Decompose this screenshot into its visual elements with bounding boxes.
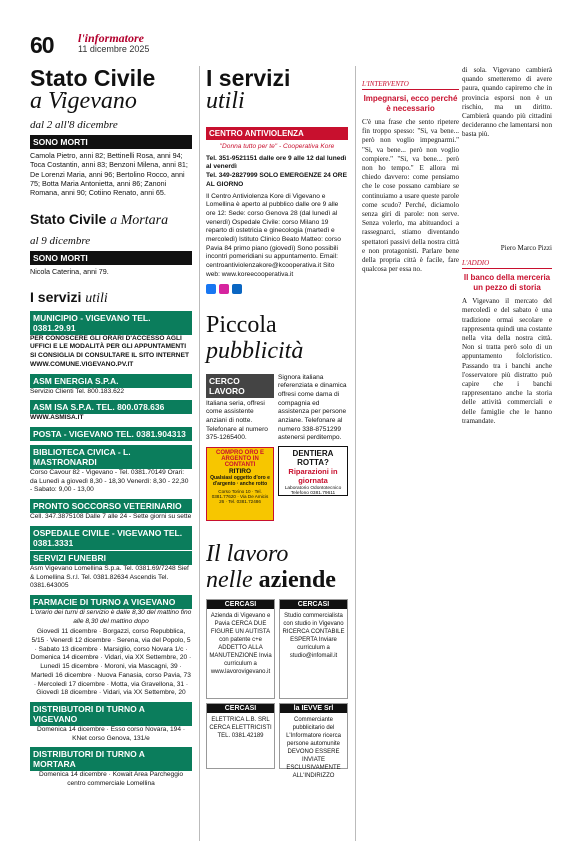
cerco-lavoro-text: Italiana seria, offresi come assistente anziani di notte. Telefonare al numero 375-1265400. (206, 399, 268, 442)
stato-vigevano-title: Stato Civile (30, 65, 156, 91)
distributori-text: Domenica 14 dicembre · Esso corso Novara, 194 · KNet corso Genova, 131/e (36, 725, 186, 742)
pronto-soccorso-text: Cell. 347.3875108 Dalle 7 alle 24 - Sette giorni su sette (30, 513, 192, 521)
servizi-title-italic: utili (85, 290, 108, 306)
lavoro-title-nelle: nelle (206, 567, 253, 594)
intervento-text: C'è una frase che sento ripetere fin troppo spesso: "Si, va bene... però non voglio impegnarmi." "Si, va bene... però non voglio compiere." "Si, va bene... però non ho tempo." E allora mi chiedo davvero: come pensiamo che le cose possano cambiare se continuiamo a usare queste parole come scudo? Perché, diciamolo senza giri di parole: non serve. Senza volerlo, ma abituandoci a rassegnarci, stiamo diventando spettatori passivi della nostra città e non protagonisti. Parlare bene della propria città è facile, fare qualcosa per essa no. (362, 118, 459, 274)
cerco-lavoro-bar: CERCO LAVORO (206, 374, 274, 398)
newspaper-logo: l'informatore (78, 31, 145, 45)
social-icons (206, 284, 348, 294)
stato-mortara-heading (30, 211, 192, 229)
job-ad-text: Studio commercialista con studio in Vigevano RICERCA CONTABILE ESPERTA Inviare curriculum a studio@infomail.it (282, 613, 345, 660)
sono-morti-bar: SONO MORTI (30, 135, 192, 149)
job-ad-header: CERCASI (207, 704, 274, 713)
addio-title: Il banco della merceria un pezzo di storia (463, 273, 551, 293)
page-header (0, 0, 580, 56)
compro-oro-contact: Corso Torino 10 · Tel. 0381.77620 · Via De Amicis 26 · Tel. 0381.72486 (211, 489, 269, 505)
stato-mortara-period: al 9 dicembre (30, 235, 91, 248)
servizi-title: I servizi (30, 288, 82, 305)
posta-bar: POSTA - VIGEVANO TEL. 0381.904313 (30, 427, 192, 441)
column-divider (355, 66, 356, 841)
stato-mortara-title: Stato Civile (30, 211, 107, 228)
job-ad-header: CERCASI (207, 600, 274, 609)
job-ads-grid (206, 599, 348, 780)
job-ad (279, 599, 348, 699)
lavoro-title-aziende: aziende (258, 567, 336, 594)
issue-date: 11 dicembre 2025 (78, 44, 150, 54)
job-ad-header: CERCASI (280, 600, 347, 609)
isa-text: WWW.ASMISA.IT (30, 414, 84, 422)
stato-vigevano-period: dal 2 all'8 dicembre (30, 119, 118, 131)
farmacie-bar: FARMACIE DI TURNO A VIGEVANO (30, 595, 192, 609)
column-servizi (206, 65, 348, 780)
biblioteca-text: Corso Cavour 82 - Vigevano - Tel. 0381.70149 Orari: da Lunedì a giovedì 8,30 - 18,30 Venerdì: 8,30 - 22,30 - Sabato: 9,00 - 13,00 (30, 469, 189, 494)
centro-phone-1: Tel. 351-9521151 dalle ore 9 alle 12 dal lunedì al venerdì (206, 154, 347, 171)
centro-title-italic: utili (206, 88, 245, 114)
author-signature: Piero Marco Pizzi (500, 244, 552, 252)
funebri-text: Asm Vigevano Lomellina S.p.a. Tel. 0381.69/7248 Sief & Lomellina S.r.l. Tel. 0381.82634 Ascendis Tel. 0381.643005 (30, 564, 189, 590)
column-stato-civile (30, 66, 192, 789)
municipio-bar: MUNICIPIO - VIGEVANO TEL. 0381.29.91 (30, 311, 192, 335)
isa-bar: ASM ISA S.P.A. TEL. 800.078.636 (30, 400, 192, 414)
funebri-bar: SERVIZI FUNEBRI (30, 551, 192, 565)
ospedale-bar: OSPEDALE CIVILE - VIGEVANO TEL. 0381.3331 (30, 526, 192, 550)
centro-tagline: "Donna tutto per te" - Cooperativa Kore (219, 143, 335, 150)
piccola-left (206, 374, 274, 522)
piccola-title: Piccola (206, 311, 277, 338)
laboratorio-text: Laboratorio Odontotecnico Telefono 0381.79611 (284, 486, 342, 497)
dentiera-ad (278, 446, 348, 496)
intervento-title: Impegnarsi, ecco perché è necessario (363, 94, 458, 113)
ritiro-text: Qualsiasi oggetto d'oro e d'argento · anche rotto (210, 475, 270, 488)
sono-morti-bar: SONO MORTI (30, 251, 192, 265)
job-ad-text: Azienda di Vigevano e Pavia CERCA DUE FIGURE UN AUTISTA con patente c+e ADDETTO ALLA MANUTENZIONE Invia curriculum a www.lavorovigevano.it (209, 613, 272, 676)
column-divider (199, 66, 200, 841)
column-intervento (362, 66, 459, 818)
facebook-icon[interactable] (206, 284, 216, 294)
page-number: 60 (30, 32, 54, 58)
addio-section: L'ADDIO (462, 259, 552, 269)
job-ad (206, 599, 275, 699)
piccola-ads (206, 374, 348, 522)
intervento-section: L'INTERVENTO (362, 80, 459, 90)
biblioteca-bar: BIBLIOTECA CIVICA - L. MASTRONARDI (30, 445, 192, 469)
deaths-list: Nicola Caterina, anni 79. (30, 267, 109, 277)
distributori-bar: DISTRIBUTORI DI TURNO A VIGEVANO (30, 702, 192, 726)
ritiro-label: RITIRO (228, 468, 252, 476)
signora-text: Signora italiana referenziata e dinamica offresi come dama di compagnia ed assistenza per persone anziane. Telefonare al numero 338-8751299 astenersi perditempo. (278, 373, 347, 442)
distributori-mortara-bar: DISTRIBUTORI DI TURNO A MORTARA (30, 747, 192, 771)
compro-oro-title: COMPRO ORO E ARGENTO IN CONTANTI (215, 450, 264, 469)
column-addio (462, 66, 552, 857)
piccola-title-italic: pubblicità (206, 337, 304, 364)
farmacie-note: L'orario dei turni di servizio è dalle 8,30 del mattino fino alle 8,30 del mattino dopo (30, 608, 192, 625)
municipio-text: PER CONOSCERE GLI ORARI D'ACCESSO AGLI UFFICI E LE MODALITÀ PER GLI APPUNTAMENTI SI CONSIGLIA DI CONSULTARE IL SITO INTERNET WWW.COMUNE.VIGEVANO.PV.IT (30, 334, 189, 368)
farmacie-list: Giovedì 11 dicembre · Borgazzi, corso Repubblica, 5/15 · Venerdì 12 dicembre · Serena, via del Popolo, 5 · Sabato 13 dicembre · Marsiglio, corso Novara 1/c · Domenica 14 dicembre · Vidari, via XX Settembre, 20 · Lunedì 15 dicembre · Moroni, via Mascagni, 39 · Martedì 16 dicembre · Nuova Fanasia, corso Pavia, 73 · Mercoledì 17 dicembre · Motta, via Gravellona, 31 · Giovedì 18 dicembre · Vidari, via XX Settembre, 20 (30, 628, 192, 697)
servizi-heading (30, 289, 192, 307)
intervento-continued: di sola. Vigevano cambierà quando smetteremo di avere paura, quando capiremo che in provincia esporsi non è un rischio, ma un diritto. Cambierà quando più cittadini decideranno che lamentarsi non basta più. (462, 66, 553, 139)
distributori-mortara-text: Domenica 14 dicembre · Kowait Area Parcheggio centro commerciale Lomellina (38, 771, 184, 788)
asm-text: Servizio Clienti Tel. 800.183.622 (30, 387, 125, 395)
centro-title: I servizi (206, 65, 291, 91)
stato-vigevano-city: a Vigevano (30, 88, 137, 114)
job-ad (279, 703, 348, 780)
lavoro-title-2 (206, 567, 348, 593)
lavoro-title: Il lavoro (206, 541, 289, 568)
piccola-right (278, 374, 348, 522)
stato-mortara-city: a Mortara (110, 213, 169, 229)
job-ad-header: la IEVVE Srl (280, 704, 347, 713)
centro-text: Il Centro Antiviolenza Kore di Vigevano e Lomellina è aperto al pubblico dalle ore 9 alle ore 12: Sede: corso Genova 28 (dal lunedì al venerdì) Ospedale Civile: corso Milano 19 reparto di ostetricia e ginecologia (martedì e mercoledì) Istituto Clinico Beato Matteo: corso Pavia 84 primo piano (giovedì) Sono possibili incontri pomeridiani su appuntamento. Email: centroantiviolenzakore@kcooperativa.it Sito web: www.koreecooperativa.it (206, 192, 341, 278)
addio-text: A Vigevano il mercato del mercoledì e del sabato è una tradizione ormai secolare e rappresenta quindi una costante nella vita della nostra città. Non si tratta però solo di un appuntamento folcloristico. Passando tra i banchi anche l'osservatore più distratto può capire che i banchi rappresentano anche la storia delle attività commerciali e delle famiglie che le hanno tramandate. (462, 297, 552, 425)
pronto-soccorso-bar: PRONTO SOCCORSO VETERINARIO (30, 499, 192, 513)
centro-antiviolenza-bar: CENTRO ANTIVIOLENZA (206, 127, 348, 140)
asm-bar: ASM ENERGIA S.P.A. (30, 374, 192, 388)
linkedin-icon[interactable] (232, 284, 242, 294)
job-ad-text: Commerciante pubblicitario del L'Informatore ricerca persone automunite DEVONO ESSERE INVIATE ESCLUSIVAMENTE ALL'INDIRIZZO (286, 717, 341, 780)
job-ad-text: ELETTRICA L.B. SRL CERCA ELETTRICISTI TEL. 0381.42189 (209, 717, 272, 740)
centro-phone-2: Tel. 349-2827999 SOLO EMERGENZE 24 ORE AL GIORNO (206, 172, 347, 188)
job-ad (206, 703, 275, 769)
instagram-icon[interactable] (219, 284, 229, 294)
compro-oro-ad (206, 447, 274, 521)
riparazioni-title: Riparazioni in giornata (288, 467, 338, 486)
dentiera-title: DENTIERA ROTTA? (292, 449, 334, 468)
deaths-list: Camola Pietro, anni 82; Bettinelli Rosa, anni 94; Toca Costantin, anni 83; Benzoni Milena, anni 81; De Lorenzi Maria, anni 96; Bertolino Rocco, anni 75; Botta Maria Antonietta, anni 86; Zanoni Romana, anni 90; Cotiino Renato, anni 65. (30, 151, 188, 198)
